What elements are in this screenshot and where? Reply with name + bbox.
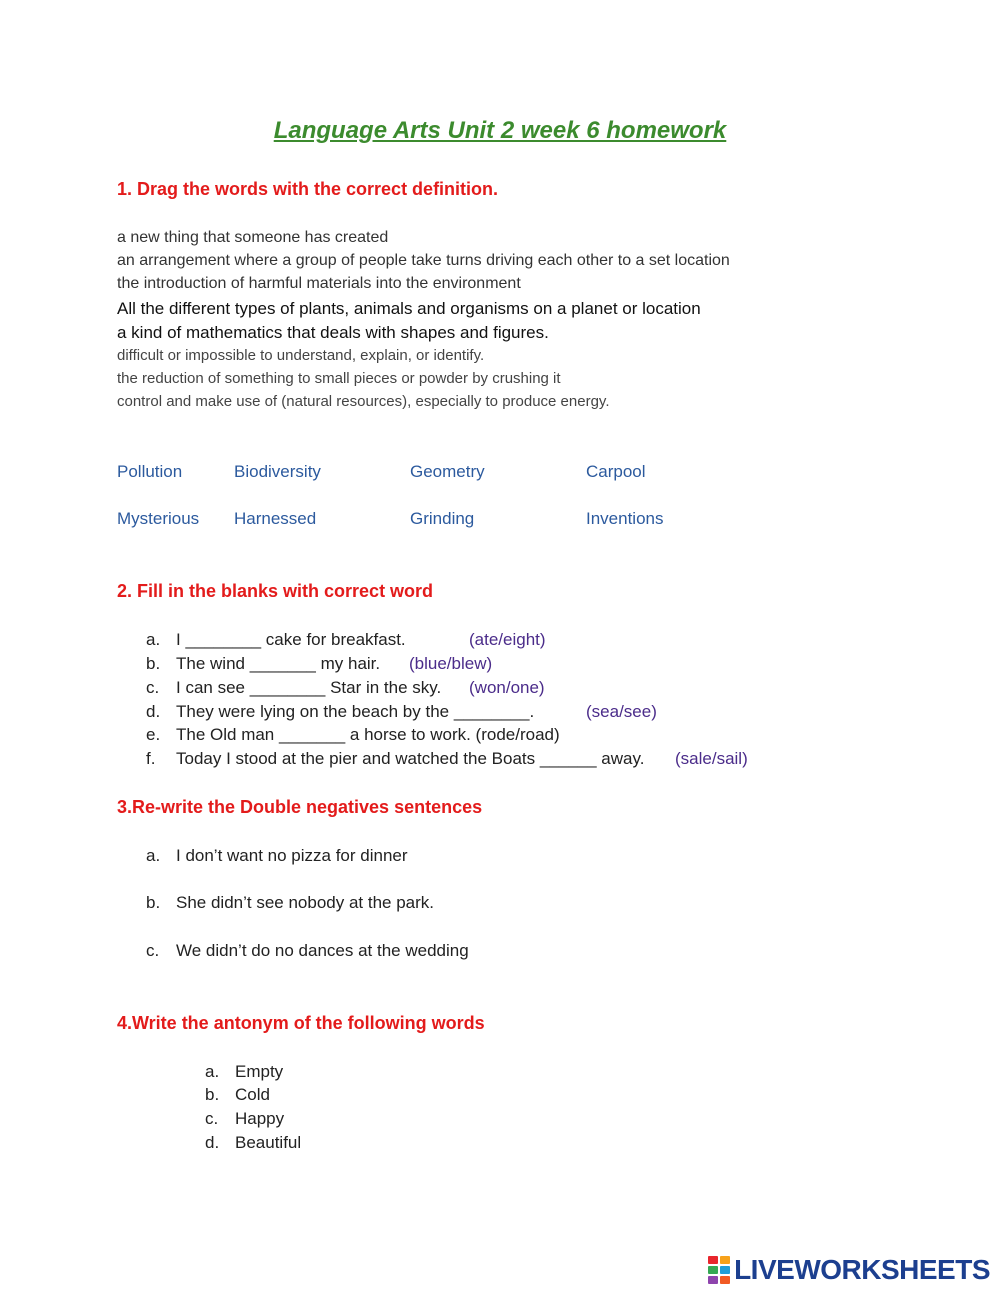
item-text: I don’t want no pizza for dinner	[176, 846, 408, 865]
antonym-item	[205, 1085, 270, 1105]
item-label: d.	[205, 1133, 220, 1152]
item-text: The Old man _______ a horse to work. (rode/road)	[176, 725, 560, 744]
item-label: f.	[146, 749, 156, 768]
item-hint: (blue/blew)	[409, 654, 493, 673]
fill-blank-item	[146, 702, 534, 722]
logo-text: LIVEWORKSHEETS	[734, 1254, 990, 1285]
item-text: Beautiful	[235, 1133, 302, 1152]
item-label: b.	[146, 654, 161, 673]
word-chip[interactable]: Harnessed	[234, 509, 317, 528]
word-chip[interactable]: Biodiversity	[234, 462, 321, 481]
section1-heading: 1. Drag the words with the correct definition.	[117, 179, 499, 199]
item-label: d.	[146, 702, 161, 721]
definition-item: control and make use of (natural resources), especially to produce energy.	[117, 393, 610, 410]
fill-blank-item	[146, 678, 441, 698]
section4-heading: 4.Write the antonym of the following words	[117, 1013, 485, 1033]
fill-blank-item	[146, 654, 380, 674]
fill-blank-item	[146, 725, 560, 745]
word-chip[interactable]: Mysterious	[117, 509, 200, 528]
page-title: Language Arts Unit 2 week 6 homework	[273, 117, 727, 144]
item-text: Cold	[235, 1085, 270, 1104]
word-chip[interactable]: Inventions	[586, 509, 664, 528]
item-text: Empty	[235, 1062, 284, 1081]
word-chip[interactable]: Carpool	[586, 462, 646, 481]
item-label: b.	[146, 893, 161, 912]
item-label: c.	[205, 1109, 219, 1128]
antonym-item	[205, 1062, 283, 1082]
item-hint: (ate/eight)	[469, 630, 546, 649]
item-label: b.	[205, 1085, 220, 1104]
item-label: a.	[205, 1062, 220, 1081]
antonym-item	[205, 1109, 284, 1129]
section2-heading: 2. Fill in the blanks with correct word	[117, 581, 434, 601]
item-label: e.	[146, 725, 161, 744]
item-text: Happy	[235, 1109, 285, 1128]
double-negative-item	[146, 893, 434, 913]
item-text: They were lying on the beach by the ________.	[176, 702, 535, 721]
liveworksheets-logo	[708, 1253, 990, 1287]
definition-item: the introduction of harmful materials into the environment	[117, 275, 521, 292]
item-label: a.	[146, 630, 161, 649]
double-negative-item	[146, 941, 469, 961]
item-label: c.	[146, 678, 160, 697]
word-chip[interactable]: Grinding	[410, 509, 475, 528]
item-text: I can see ________ Star in the sky.	[176, 678, 442, 697]
item-text: Today I stood at the pier and watched the Boats ______ away.	[176, 749, 645, 768]
item-label: c.	[146, 941, 160, 960]
item-hint: (sale/sail)	[675, 749, 748, 768]
word-chip[interactable]: Pollution	[117, 462, 183, 481]
item-text: We didn’t do no dances at the wedding	[176, 941, 469, 960]
item-hint: (won/one)	[469, 678, 545, 697]
item-text: The wind _______ my hair.	[176, 654, 381, 673]
definition-item: the reduction of something to small pieces or powder by crushing it	[117, 370, 561, 387]
definition-item: difficult or impossible to understand, explain, or identify.	[117, 347, 485, 364]
item-label: a.	[146, 846, 161, 865]
definition-item: All the different types of plants, animals and organisms on a planet or location	[117, 299, 701, 318]
fill-blank-item	[146, 630, 406, 650]
fill-blank-item	[146, 749, 644, 769]
item-text: I ________ cake for breakfast.	[176, 630, 406, 649]
definition-item: an arrangement where a group of people take turns driving each other to a set location	[117, 252, 730, 269]
definition-item: a new thing that someone has created	[117, 229, 389, 246]
definition-item: a kind of mathematics that deals with shapes and figures.	[117, 323, 549, 342]
word-chip[interactable]: Geometry	[410, 462, 485, 481]
logo-mark-icon	[708, 1256, 730, 1284]
section3-heading: 3.Re-write the Double negatives sentences	[117, 797, 483, 817]
item-text: She didn’t see nobody at the park.	[176, 893, 435, 912]
item-hint: (sea/see)	[586, 702, 657, 721]
double-negative-item	[146, 846, 408, 866]
antonym-item	[205, 1133, 301, 1153]
